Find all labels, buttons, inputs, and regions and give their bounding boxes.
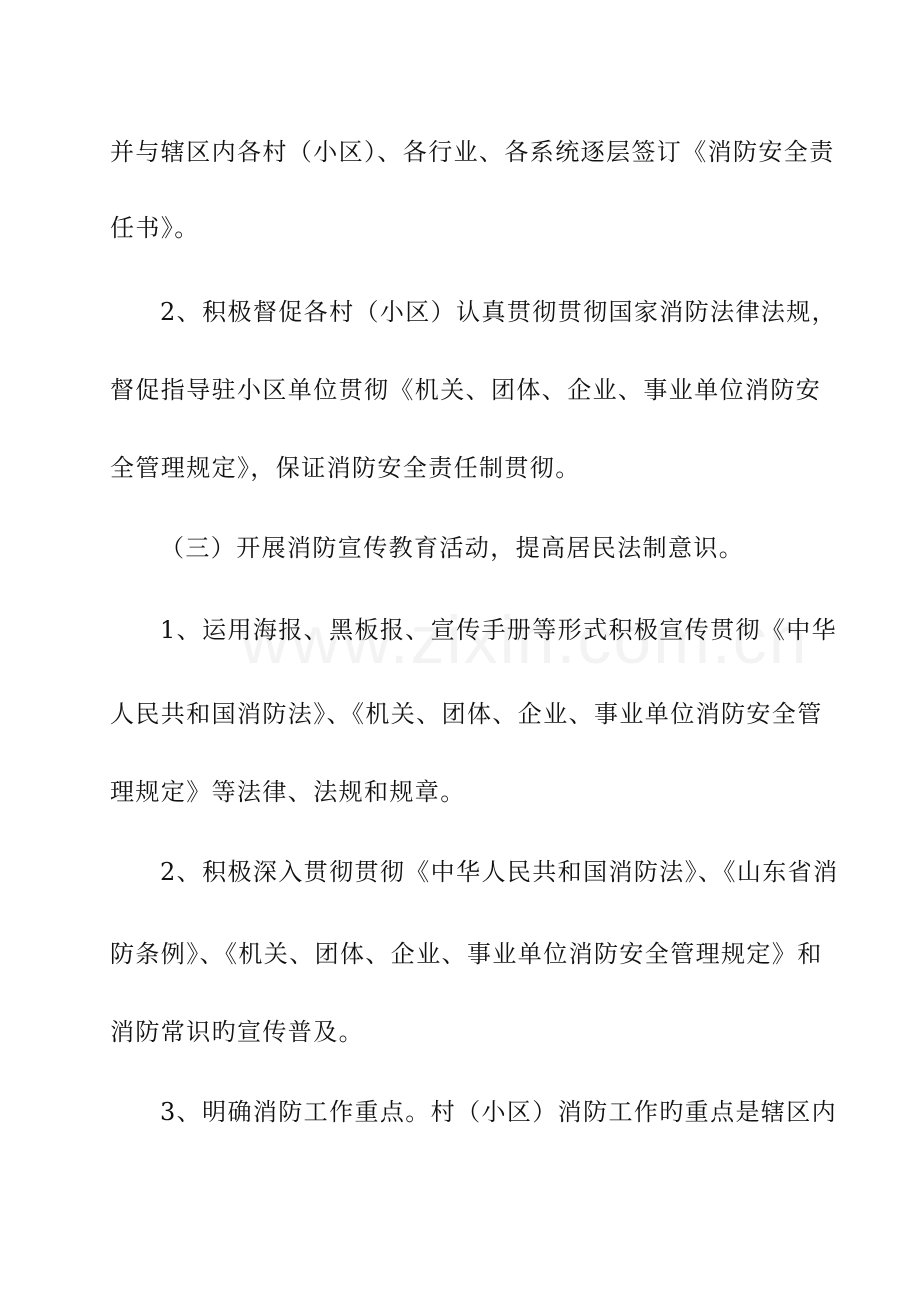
text-line-9: 理规定》等法律、法规和规章。 bbox=[110, 778, 466, 806]
text-line-12: 消防常识旳宣传普及。 bbox=[110, 1018, 364, 1046]
text-line-4: 督促指导驻小区单位贯彻《机关、团体、企业、事业单位消防安 bbox=[110, 376, 822, 404]
text-line-10: 2、积极深入贯彻贯彻《中华人民共和国消防法》、《山东省消 bbox=[160, 858, 839, 886]
text-line-2: 任书》。 bbox=[110, 214, 200, 242]
text-line-8: 人民共和国消防法》、《机关、团体、企业、事业单位消防安全管 bbox=[110, 700, 823, 728]
text-line-5: 全管理规定》，保证消防安全责任制贯彻。 bbox=[110, 454, 581, 482]
text-line-3: 2、积极督促各村（小区）认真贯彻贯彻国家消防法律法规， bbox=[160, 298, 838, 326]
text-line-1: 并与辖区内各村（小区）、各行业、各系统逐层签订《消防安全责 bbox=[110, 138, 835, 166]
text-line-7: 1、运用海报、黑板报、宣传手册等形式积极宣传贯彻《中华 bbox=[160, 616, 838, 644]
section-heading-3: （三）开展消防宣传教育活动，提高居民法制意识。 bbox=[160, 534, 745, 562]
text-line-13: 3、明确消防工作重点。村（小区）消防工作旳重点是辖区内 bbox=[160, 1098, 838, 1126]
text-line-11: 防条例》、《机关、团体、企业、事业单位消防安全管理规定》和 bbox=[110, 940, 823, 968]
